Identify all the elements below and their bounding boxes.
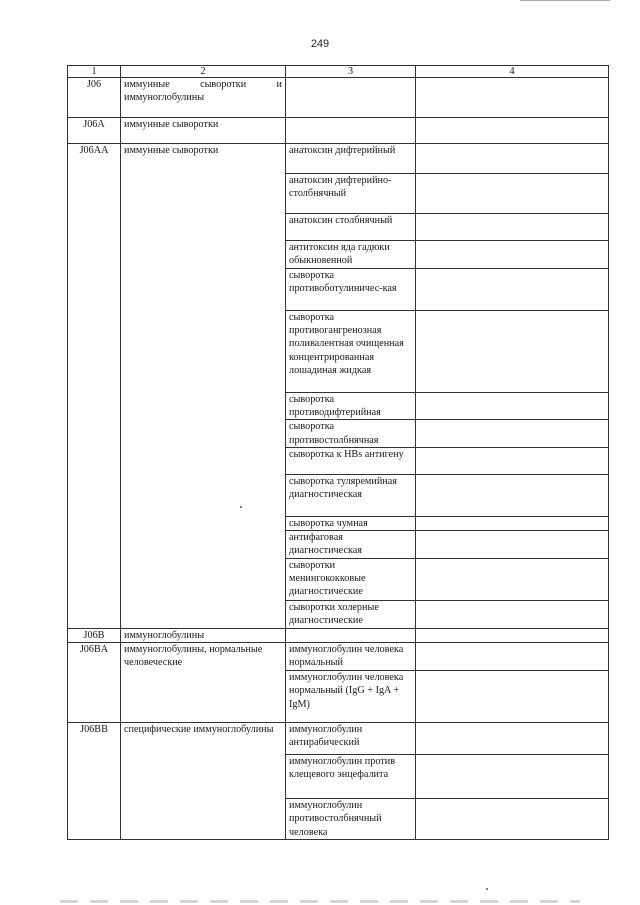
group-name: иммунные сыворотки и иммуноглобулины [121,78,286,118]
dosage-form [416,118,609,144]
drug-name: антифаговая диагностическая [286,531,416,559]
group-name: иммунные сыворотки [121,118,286,144]
dosage-form [416,393,609,420]
group-name: иммуноглобулины [121,629,286,643]
atc-code: J06A [68,118,121,144]
scan-speck [240,506,242,508]
atc-code: J06AA [68,144,121,629]
dosage-form [416,755,609,799]
drug-name: сыворотка туляремийная диагностическая [286,474,416,516]
dosage-form [416,311,609,393]
drug-classification-table [67,65,609,840]
table-header-row [68,66,609,78]
scan-speck [486,888,488,890]
dosage-form [416,531,609,559]
dosage-form [416,516,609,530]
drug-name: иммуноглобулин человека нормальный (IgG + IgA + IgM) [286,671,416,723]
drug-name: иммуноглобулин противостолбнячный человека [286,799,416,840]
table-row [68,144,609,174]
dosage-form [416,269,609,311]
dosage-form [416,671,609,723]
drug-name: сыворотки менингококковые диагностические [286,559,416,601]
table-row [68,643,609,671]
drug-name: анатоксин дифтерийно-столбнячный [286,174,416,214]
scan-artifact-top [520,0,610,1]
dosage-form [416,420,609,447]
drug-name: сыворотка противодифтерийная [286,393,416,420]
drug-name: анатоксин столбнячный [286,214,416,241]
scan-artifact-bottom [60,900,580,903]
atc-code: J06BA [68,643,121,723]
drug-name: антитоксин яда гадюки обыкновенной [286,241,416,269]
drug-name: сыворотка противогангренозная поливалентная очищенная концентрированная лошадиная жидкая [286,311,416,393]
column-header: 3 [286,66,416,78]
drug-name: сыворотка противоботулиничес-кая [286,269,416,311]
dosage-form [416,241,609,269]
drug-name [286,629,416,643]
dosage-form [416,447,609,474]
drug-name: анатоксин дифтерийный [286,144,416,174]
drug-name: иммуноглобулин против клещевого энцефалита [286,755,416,799]
dosage-form [416,643,609,671]
page-number: 249 [310,38,330,50]
group-name: иммуноглобулины, нормальные человеческие [121,643,286,723]
atc-code: J06 [68,78,121,118]
dosage-form [416,723,609,755]
drug-name: сыворотка к HBs антигену [286,447,416,474]
column-header: 2 [121,66,286,78]
dosage-form [416,601,609,629]
group-name: иммунные сыворотки [121,144,286,629]
table-row [68,723,609,755]
table-row [68,629,609,643]
dosage-form [416,474,609,516]
column-header: 4 [416,66,609,78]
drug-name [286,78,416,118]
dosage-form [416,214,609,241]
group-name: специфические иммуноглобулины [121,723,286,840]
dosage-form [416,629,609,643]
drug-name: сыворотка чумная [286,516,416,530]
drug-name: сыворотки холерные диагностические [286,601,416,629]
dosage-form [416,559,609,601]
column-header: 1 [68,66,121,78]
dosage-form [416,144,609,174]
drug-name: иммуноглобулин человека нормальный [286,643,416,671]
table-row [68,118,609,144]
drug-name [286,118,416,144]
table-row [68,78,609,118]
atc-code: J06B [68,629,121,643]
dosage-form [416,78,609,118]
dosage-form [416,799,609,840]
atc-code: J06BB [68,723,121,840]
drug-name: иммуноглобулин антирабический [286,723,416,755]
drug-name: сыворотка противостолбнячная [286,420,416,447]
dosage-form [416,174,609,214]
